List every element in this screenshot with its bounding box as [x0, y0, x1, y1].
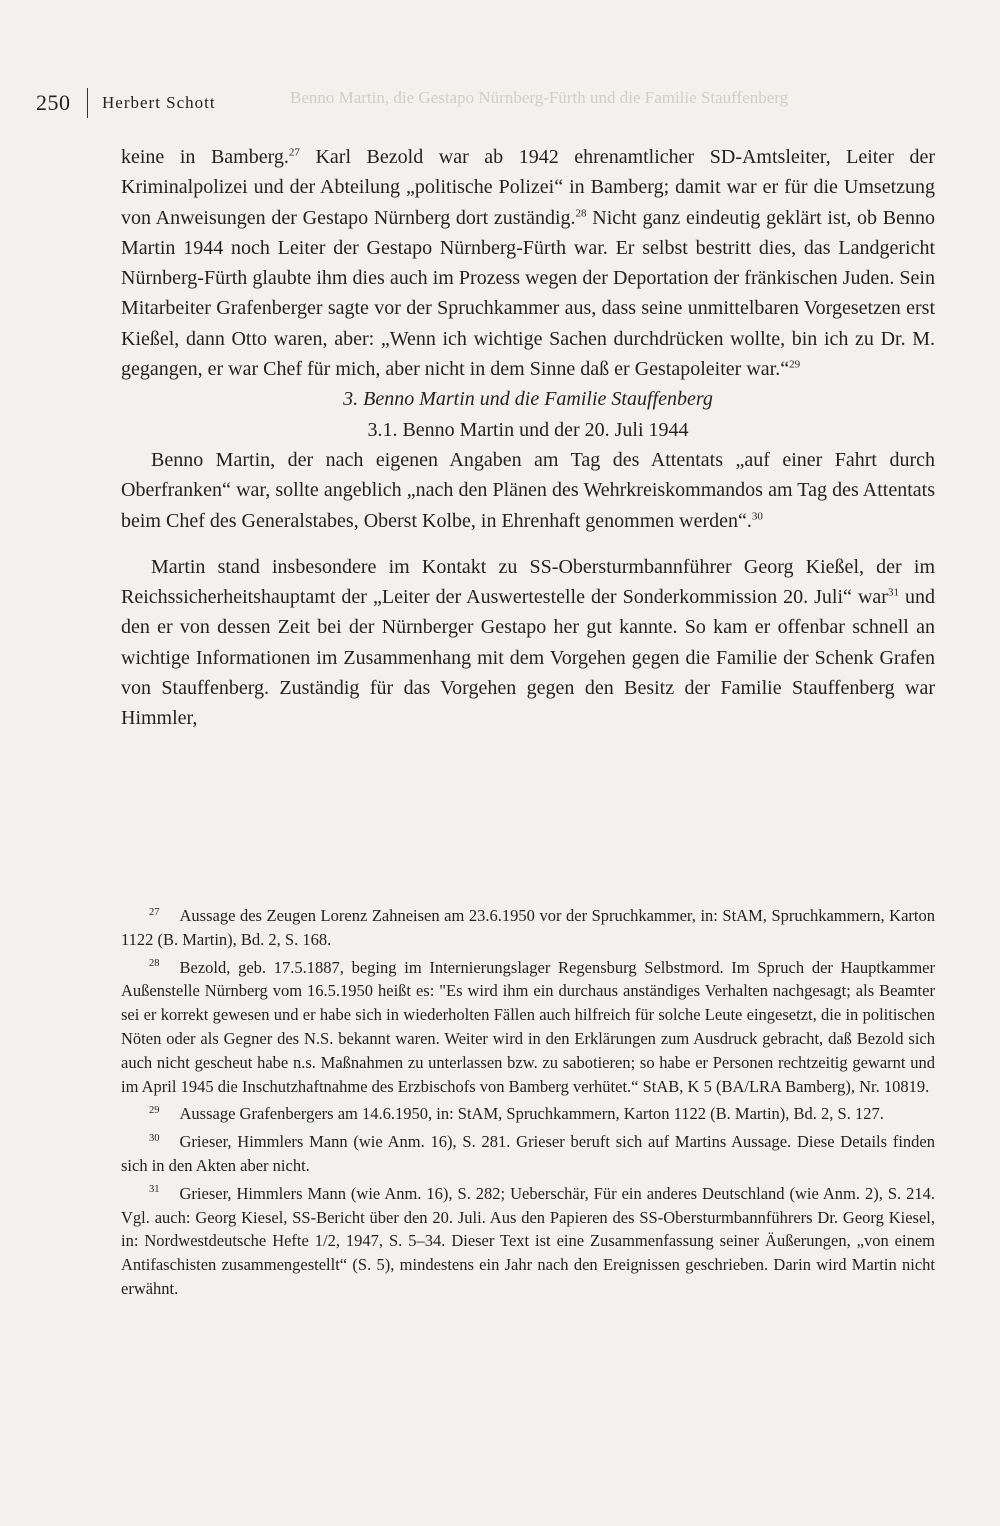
header-divider [87, 88, 89, 118]
footnote-ref-27: 27 [288, 146, 300, 159]
footnote: $^{29}$ Aussage Grafenbergers am 14.6.1950, in: StAM, Spruchkammern, Karton 1122 (B. Martin), Bd. 2, S. 127. [149, 1104, 884, 1124]
main-text [121, 142, 935, 734]
running-head-author: Herbert Schott [102, 93, 216, 112]
footnotes [121, 904, 935, 1305]
footnote: $^{27}$ Aussage des Zeugen Lorenz Zahneisen am 23.6.1950 vor der Spruchkammer, in: StAM, Spruchkammern, Karton 1122 (B. Martin), Bd. 2, S. 168. [121, 906, 935, 949]
footnote-ref-29: 29 [789, 358, 801, 371]
section-heading: 3. Benno Martin und die Familie Stauffenberg [343, 388, 713, 411]
footnote: $^{28}$ Bezold, geb. 17.5.1887, beging im Internierungslager Regensburg Selbstmord. Im Spruch der Hauptkammer Außenstelle Nürnberg vom 16.5.1950 heißt es: "Es wird ihm ein durchaus anständiges Verhalten nachgesagt; als Beamter sei er korrekt gewesen und er habe sich in wiederholten Fällen auch hilfreich für solche Leute eingesetzt, die in politischen Nöten oder als Gegner des N.S. bekannt waren. Weiter wird in den Erklärungen zum Ausdruck gebracht, daß Bezold sich auch nicht gescheut habe n.s. Maßnahmen zu unterlassen bzw. zu sabotieren; so habe er Personen rechtzeitig gewarnt und im April 1945 die Inschutzhaftnahme des Erzbischofs von Bamberg verhütet.“ StAB, K 5 (BA/LRA Bamberg), Nr. 10819. [121, 957, 935, 1096]
page-number: 250 [36, 90, 71, 115]
paragraph-1: keine in Bamberg.$^{27}$ Karl Bezold war ab 1942 ehrenamtlicher SD-Amtsleiter, Leiter der Kriminalpolizei und der Abteilung „politische Polizei“ in Bamberg; damit war er für die Umsetzung von Anweisungen der Gestapo Nürnberg dort zuständig.$^{28}$ Nicht ganz eindeutig geklärt ist, ob Benno Martin 1944 noch Leiter der Gestapo Nürnberg-Fürth war. Er selbst bestritt dies, das Landgericht Nürnberg-Fürth glaubte ihm dies auch im Prozess wegen der Deportation der fränkischen Juden. Sein Mitarbeiter Grafenberger sagte vor der Spruchkammer aus, dass seine unmittelbaren Vorgesetzen erst Kießel, dann Otto waren, aber: „Wenn ich wichtige Sachen durchdrücken wollte, bin ich zu Dr. M. gegangen, er war Chef für mich, aber nicht in dem Sinne daß er Gestapoleiter war.“$^{29}$ [121, 146, 935, 381]
footnote-ref-31: 31 [887, 586, 899, 599]
paragraph-3: Martin stand insbesondere im Kontakt zu SS-Obersturmbannführer Georg Kießel, der im Reichssicherheitshauptamt der „Leiter der Auswertestelle der Sonderkommission 20. Juli“ war$^{31}$ und den er von dessen Zeit bei der Nürnberger Gestapo her gut kannte. So kam er offenbar schnell an wichtige Informationen im Zusammenhang mit dem Vorgehen gegen die Familie der Schenk Grafen von Stauffenberg. Zuständig für das Vorgehen gegen den Besitz der Familie Stauffenberg war Himmler, [121, 555, 935, 730]
footnote-ref-28: 28 [575, 206, 587, 219]
footnote-ref-30: 30 [751, 509, 763, 522]
footnote: $^{31}$ Grieser, Himmlers Mann (wie Anm. 16), S. 282; Ueberschär, Für ein anderes Deutschland (wie Anm. 2), S. 214. Vgl. auch: Georg Kiesel, SS-Bericht über den 20. Juli. Aus den Papieren des SS-Obersturmbannführers Dr. Georg Kiesel, in: Nordwestdeutsche Hefte 1/2, 1947, S. 5–34. Dieser Text ist eine Zusammenfassung seiner Äußerungen, „von einem Antifaschisten zusammengestellt“ (S. 5), mindestens ein Jahr nach den Ereignissen geschrieben. Darin wird Martin nicht erwähnt. [121, 1183, 935, 1298]
bleed-through-text: Benno Martin, die Gestapo Nürnberg-Fürth und die Familie Stauffenberg [290, 88, 789, 107]
paragraph-2: Benno Martin, der nach eigenen Angaben am Tag des Attentats „auf einer Fahrt durch Oberfranken“ war, sollte angeblich „nach den Plänen des Wehrkreiskommandos am Tag des Attentats beim Chef des Generalstabes, Oberst Kolbe, in Ehrenhaft genommen werden“.$^{30}$ [121, 448, 935, 532]
footnote: $^{30}$ Grieser, Himmlers Mann (wie Anm. 16), S. 281. Grieser beruft sich auf Martins Aussage. Diese Details finden sich in den Akten aber nicht. [121, 1132, 935, 1175]
page-header [36, 86, 216, 120]
subsection-heading: 3.1. Benno Martin und der 20. Juli 1944 [367, 418, 689, 441]
